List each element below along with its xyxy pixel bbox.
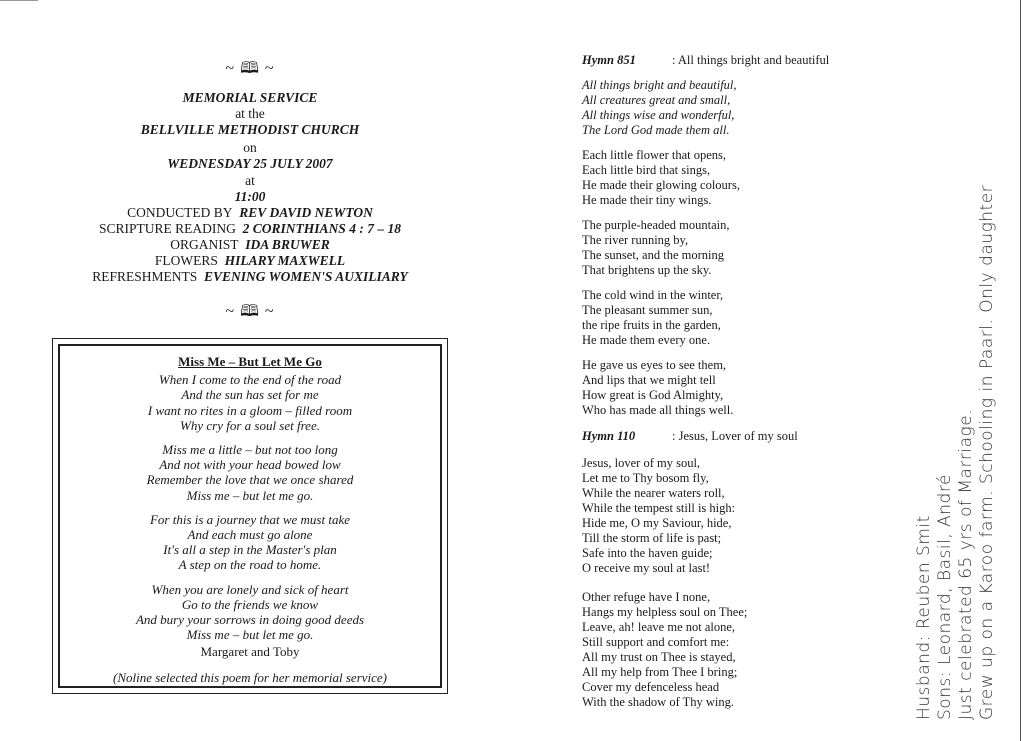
service-on: on xyxy=(243,140,257,155)
role-label: FLOWERS xyxy=(154,253,218,268)
poem-stanza xyxy=(60,442,440,503)
hymn-line: He made their tiny wings. xyxy=(582,193,712,207)
page-edge xyxy=(1020,0,1021,741)
poem xyxy=(60,354,440,685)
hymn-line: He made them every one. xyxy=(582,333,711,347)
poem-line: Go to the friends we know xyxy=(181,596,319,612)
scan-edge-line xyxy=(0,0,38,1)
role-conducted-by xyxy=(40,205,460,221)
role-refreshments xyxy=(40,269,460,285)
poem-line: A step on the road to home. xyxy=(178,557,322,573)
role-value: IDA BRUWER xyxy=(245,237,330,252)
hymn-heading xyxy=(582,429,798,444)
poem-line: And each must go alone xyxy=(187,527,313,543)
hymn-heading xyxy=(582,53,829,68)
church-name: BELLVILLE METHODIST CHURCH xyxy=(140,122,360,137)
role-scripture-reading xyxy=(40,221,460,237)
note-sons: Sons: Leonard, Basil, André xyxy=(935,474,955,720)
hymn-line: He gave us eyes to see them, xyxy=(582,358,727,372)
role-flowers xyxy=(40,253,460,269)
role-value: HILARY MAXWELL xyxy=(224,253,346,268)
hymn-line: Safe into the haven guide; xyxy=(582,546,713,560)
role-label: ORGANIST xyxy=(170,237,239,252)
note-husband: Husband: Reuben Smit xyxy=(914,515,934,720)
hymn-line: Each little bird that sings, xyxy=(582,163,711,177)
service-title: MEMORIAL SERVICE xyxy=(182,90,318,105)
book-ornament-top: ~ 🕮 ~ xyxy=(225,60,275,77)
service-time: 11:00 xyxy=(234,189,266,204)
hymn-line: How great is God Almighty, xyxy=(582,388,724,402)
hymn-stanza xyxy=(582,456,798,576)
poem-line: It's all a step in the Master's plan xyxy=(163,542,337,558)
hymn-line: The purple-headed mountain, xyxy=(582,218,730,232)
hymn-line: Who has made all things well. xyxy=(582,403,734,417)
poem-line: And bury your sorrows in doing good deeds xyxy=(135,612,365,628)
hymn-line: While the tempest still is high: xyxy=(582,501,736,515)
hymn-stanza xyxy=(582,148,829,208)
role-label: REFRESHMENTS xyxy=(92,269,198,284)
hymn-stanza xyxy=(582,218,829,278)
hymn-line: All things bright and beautiful, xyxy=(582,78,737,92)
book-ornament-bottom: ~ 🕮 ~ xyxy=(225,303,275,320)
poem-line: Miss me – but let me go. xyxy=(186,627,314,643)
poem-line: When I come to the end of the road xyxy=(158,372,342,388)
role-organist xyxy=(40,237,460,253)
poem-line: Why cry for a soul set free. xyxy=(180,417,320,433)
note-background: Grew up on a Karoo farm. Schooling in Paarl. Only daughter xyxy=(977,184,997,720)
hymn-title: : Jesus, Lover of my soul xyxy=(672,429,798,443)
poem-title: Miss Me – But Let Me Go xyxy=(178,354,322,369)
hymn-line: The Lord God made them all. xyxy=(582,123,730,137)
note-marriage: Just celebrated 65 yrs of Marriage. xyxy=(956,408,976,720)
hymn-line: That brightens up the sky. xyxy=(582,263,712,277)
poem-line: For this is a journey that we must take xyxy=(149,511,351,527)
hymn-line: Till the storm of life is past; xyxy=(582,531,722,545)
hymn-line: Hangs my helpless soul on Thee; xyxy=(582,605,748,619)
hymn-line: The sunset, and the morning xyxy=(582,248,724,262)
poem-note: (Noline selected this poem for her memorial service) xyxy=(112,669,387,685)
poem-line: Remember the love that we once shared xyxy=(146,472,354,488)
hymn-line: With the shadow of Thy wing. xyxy=(582,695,735,709)
hymn-line: O receive my soul at last! xyxy=(582,561,711,575)
hymn-851 xyxy=(582,53,829,428)
hymn-line: The pleasant summer sun, xyxy=(582,303,713,317)
hymn-line: Hide me, O my Saviour, hide, xyxy=(582,516,732,530)
poem-line: Miss me a little – but not too long xyxy=(162,442,338,458)
poem-line: When you are lonely and sick of heart xyxy=(151,581,349,597)
poem-stanza xyxy=(60,372,440,433)
hymn-title: : All things bright and beautiful xyxy=(672,53,830,67)
hymn-stanza xyxy=(582,590,798,710)
role-value: REV DAVID NEWTON xyxy=(239,205,373,220)
hymn-number: Hymn 110 xyxy=(582,429,636,443)
hymn-line: The cold wind in the winter, xyxy=(582,288,724,302)
hymn-line: While the nearer waters roll, xyxy=(582,486,725,500)
hymn-line: All my trust on Thee is stayed, xyxy=(582,650,736,664)
hymn-line: Leave, ah! leave me not alone, xyxy=(582,620,736,634)
hymn-line: Cover my defenceless head xyxy=(582,680,720,694)
role-label: CONDUCTED BY xyxy=(127,205,233,220)
poem-line: Miss me – but let me go. xyxy=(186,487,314,503)
poem-frame xyxy=(52,338,448,694)
poem-stanza xyxy=(60,512,440,573)
poem-author: Margaret and Toby xyxy=(200,644,300,660)
hymn-line: All creatures great and small, xyxy=(582,93,731,107)
hymn-line: The river running by, xyxy=(582,233,689,247)
hymn-line: Still support and comfort me: xyxy=(582,635,730,649)
poem-line: I want no rites in a gloom – filled room xyxy=(147,402,353,418)
hymn-110 xyxy=(582,429,798,720)
service-at-the: at the xyxy=(235,106,265,121)
hymn-line: Other refuge have I none, xyxy=(582,590,711,604)
hymn-line: the ripe fruits in the garden, xyxy=(582,318,721,332)
poem-inner-frame xyxy=(58,344,442,688)
hymn-line: All my help from Thee I bring; xyxy=(582,665,738,679)
hymn-line: All things wise and wonderful, xyxy=(582,108,735,122)
hymn-line: He made their glowing colours, xyxy=(582,178,740,192)
handwritten-notes xyxy=(914,185,998,720)
hymn-line: And lips that we might tell xyxy=(582,373,716,387)
poem-stanza xyxy=(60,582,440,643)
role-label: SCRIPTURE READING xyxy=(99,221,236,236)
service-date: WEDNESDAY 25 JULY 2007 xyxy=(167,156,333,171)
hymn-number: Hymn 851 xyxy=(582,53,636,67)
hymn-line: Let me to Thy bosom fly, xyxy=(582,471,709,485)
hymn-stanza xyxy=(582,358,829,418)
role-value: EVENING WOMEN'S AUXILIARY xyxy=(203,269,408,284)
poem-line: And not with your head bowed low xyxy=(159,457,341,473)
hymn-line: Each little flower that opens, xyxy=(582,148,727,162)
hymn-line: Jesus, lover of my soul, xyxy=(582,456,701,470)
hymn-stanza xyxy=(582,288,829,348)
hymn-chorus xyxy=(582,78,829,138)
role-value: 2 CORINTHIANS 4 : 7 – 18 xyxy=(242,221,401,236)
poem-line: And the sun has set for me xyxy=(181,387,319,403)
service-at: at xyxy=(245,173,255,188)
